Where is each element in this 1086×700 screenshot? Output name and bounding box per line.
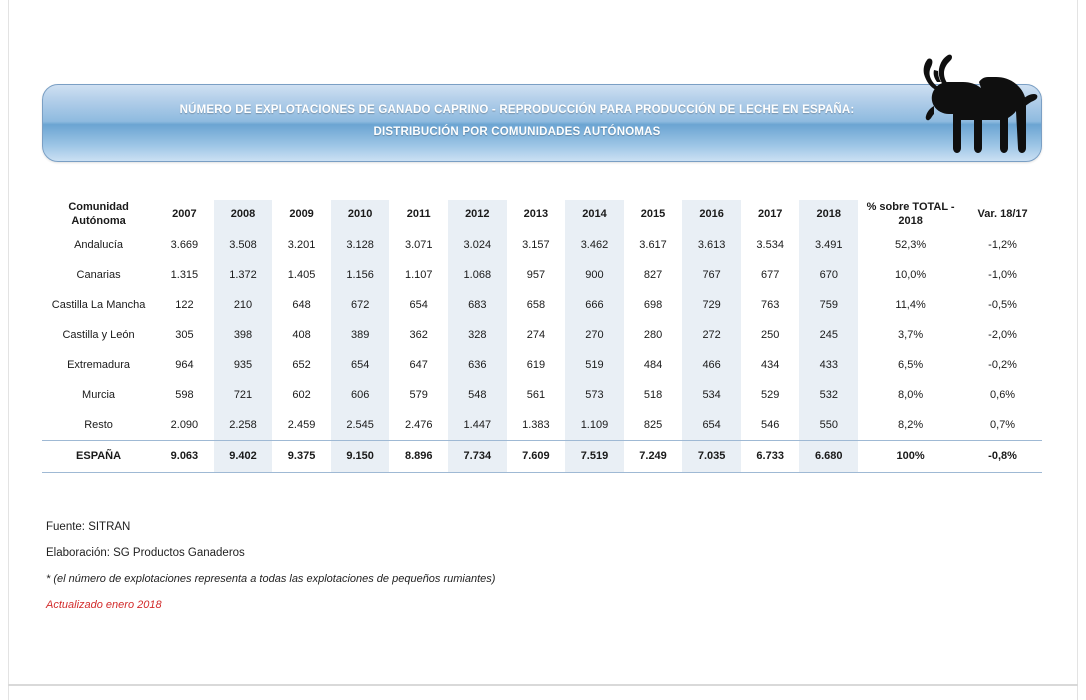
cell-espana-2010: 9.150	[331, 440, 390, 472]
cell-extremadura-2008: 935	[214, 350, 273, 380]
cell-castilla-la-mancha-2010: 672	[331, 290, 390, 320]
cell-castilla-y-leon-2016: 272	[682, 320, 741, 350]
cell-espana-2015: 7.249	[624, 440, 683, 472]
cell-andalucia-2012: 3.024	[448, 230, 507, 260]
cell-extremadura-2007: 964	[175, 359, 194, 371]
cell-resto-2013: 1.383	[522, 418, 550, 431]
cell-andalucia-2007: 3.669	[170, 239, 199, 251]
table-row	[42, 410, 1042, 440]
title-line-1: NÚMERO DE EXPLOTACIONES DE GANADO CAPRINO - REPRODUCCIÓN PARA PRODUCCIÓN DE LECHE EN ESPAÑA:	[179, 104, 855, 116]
table-header	[42, 200, 1042, 230]
row-label-castilla-y-leon: Castilla y León	[62, 329, 135, 341]
table-row	[42, 230, 1042, 260]
cell-andalucia-2013: 3.157	[522, 239, 550, 251]
caprine-holdings-table	[42, 200, 1042, 473]
cell-extremadura-2015: 484	[643, 359, 663, 371]
column-header-percent-total	[858, 200, 963, 230]
cell-murcia-2015: 518	[643, 389, 663, 401]
column-header-variation: Var. 18/17	[977, 208, 1028, 221]
cell-canarias-2018: 670	[799, 260, 858, 290]
cell-resto-2008: 2.258	[214, 410, 273, 440]
table-body	[42, 230, 1042, 472]
cell-castilla-y-leon-2009: 408	[292, 329, 311, 341]
page-left-border	[8, 0, 9, 700]
cell-extremadura-2009: 652	[292, 359, 311, 371]
cell-extremadura-2016: 466	[682, 350, 741, 380]
cell-espana-variation: -0,8%	[963, 440, 1042, 472]
cell-castilla-la-mancha-variation: -0,5%	[988, 299, 1017, 311]
cell-castilla-la-mancha-2014: 666	[565, 290, 624, 320]
cell-castilla-la-mancha-2016: 729	[682, 290, 741, 320]
cell-andalucia-percent: 52,3%	[894, 239, 927, 251]
row-label-murcia: Murcia	[82, 389, 116, 401]
column-header-2013: 2013	[523, 208, 549, 221]
cell-canarias-2009: 1.405	[287, 269, 316, 281]
cell-canarias-2008: 1.372	[214, 260, 273, 290]
row-label-espana: ESPAÑA	[42, 440, 155, 472]
cell-canarias-2012: 1.068	[448, 260, 507, 290]
cell-canarias-2016: 767	[682, 260, 741, 290]
note-source: Fuente: SITRAN	[46, 521, 131, 533]
cell-murcia-2011: 579	[409, 389, 428, 401]
cell-andalucia-2008: 3.508	[214, 230, 273, 260]
cell-murcia-2018: 532	[799, 380, 858, 410]
cell-espana-2014: 7.519	[565, 440, 624, 472]
cell-castilla-y-leon-2017: 250	[761, 329, 780, 341]
cell-resto-2012: 1.447	[448, 410, 507, 440]
cell-castilla-y-leon-2015: 280	[643, 329, 663, 341]
cell-canarias-variation: -1,0%	[988, 269, 1017, 281]
column-header-2011: 2011	[406, 208, 431, 221]
cell-canarias-2011: 1.107	[404, 269, 433, 281]
cell-andalucia-2011: 3.071	[404, 239, 433, 251]
column-header-2017: 2017	[757, 208, 783, 221]
cell-murcia-2014: 573	[565, 380, 624, 410]
cell-castilla-la-mancha-2013: 658	[526, 299, 546, 311]
cell-castilla-y-leon-2008: 398	[214, 320, 273, 350]
cell-andalucia-2018: 3.491	[799, 230, 858, 260]
cell-canarias-2010: 1.156	[331, 260, 390, 290]
footnotes	[46, 521, 846, 625]
column-header-2008: 2008	[214, 200, 273, 230]
cell-murcia-percent: 8,0%	[898, 389, 924, 401]
cell-murcia-2017: 529	[761, 389, 780, 401]
note-updated: Actualizado enero 2018	[46, 599, 162, 611]
cell-murcia-2009: 602	[292, 389, 311, 401]
column-header-2010: 2010	[331, 200, 390, 230]
cell-canarias-percent: 10,0%	[894, 269, 927, 281]
cell-murcia-2016: 534	[682, 380, 741, 410]
cell-castilla-y-leon-2018: 245	[799, 320, 858, 350]
cell-extremadura-2010: 654	[331, 350, 390, 380]
column-header-2018: 2018	[799, 200, 858, 230]
cell-andalucia-2015: 3.617	[639, 239, 667, 251]
cell-andalucia-2017: 3.534	[756, 239, 784, 251]
cell-andalucia-2010: 3.128	[331, 230, 390, 260]
column-header-2012: 2012	[448, 200, 507, 230]
cell-castilla-la-mancha-2015: 698	[643, 299, 663, 311]
cell-resto-2011: 2.476	[404, 418, 433, 431]
table-row	[42, 320, 1042, 350]
cell-andalucia-2016: 3.613	[682, 230, 741, 260]
cell-canarias-2007: 1.315	[170, 269, 199, 281]
cell-extremadura-2014: 519	[565, 350, 624, 380]
cell-resto-2018: 550	[799, 410, 858, 440]
cell-castilla-y-leon-2014: 270	[565, 320, 624, 350]
row-label-resto: Resto	[84, 418, 113, 431]
title-line-2: DISTRIBUCIÓN POR COMUNIDADES AUTÓNOMAS	[373, 125, 661, 138]
cell-espana-2018: 6.680	[799, 440, 858, 472]
title-text	[112, 100, 922, 144]
cell-espana-2007: 9.063	[155, 440, 214, 472]
cell-espana-percent: 100%	[858, 440, 963, 472]
cell-canarias-2015: 827	[643, 269, 663, 281]
cell-murcia-2007: 598	[175, 389, 194, 401]
cell-extremadura-percent: 6,5%	[898, 359, 924, 371]
table-header-row	[42, 200, 1042, 230]
column-header-2009: 2009	[289, 208, 314, 221]
cell-extremadura-2011: 647	[409, 359, 428, 371]
cell-castilla-la-mancha-2008: 210	[214, 290, 273, 320]
cell-andalucia-2014: 3.462	[565, 230, 624, 260]
column-header-region-line1: Comunidad	[68, 201, 129, 214]
cell-resto-variation: 0,7%	[990, 418, 1016, 431]
cell-castilla-la-mancha-2012: 683	[448, 290, 507, 320]
cell-castilla-y-leon-percent: 3,7%	[898, 329, 924, 341]
cell-resto-2009: 2.459	[287, 418, 316, 431]
cell-espana-2012: 7.734	[448, 440, 507, 472]
column-header-region-line2: Autónoma	[71, 215, 126, 227]
table-row	[42, 290, 1042, 320]
cell-resto-2014: 1.109	[565, 410, 624, 440]
cell-castilla-y-leon-2011: 362	[409, 329, 428, 341]
cell-castilla-la-mancha-2007: 122	[175, 299, 194, 311]
cell-espana-2016: 7.035	[682, 440, 741, 472]
cell-murcia-2008: 721	[214, 380, 273, 410]
table-total-row	[42, 440, 1042, 472]
cell-canarias-2014: 900	[565, 260, 624, 290]
cell-murcia-2010: 606	[331, 380, 390, 410]
column-header-percent-line1: % sobre TOTAL -	[866, 201, 955, 214]
column-header-2015: 2015	[640, 208, 666, 221]
cell-espana-2011: 8.896	[389, 440, 448, 472]
cell-murcia-2012: 548	[448, 380, 507, 410]
row-label-extremadura: Extremadura	[67, 359, 131, 371]
data-table-container	[42, 200, 1042, 473]
cell-canarias-2017: 677	[761, 269, 780, 281]
column-header-2016: 2016	[682, 200, 741, 230]
cell-canarias-2013: 957	[526, 269, 546, 281]
cell-castilla-y-leon-variation: -2,0%	[988, 329, 1017, 341]
cell-murcia-variation: 0,6%	[990, 389, 1016, 401]
cell-resto-2015: 825	[643, 418, 663, 431]
page-right-border	[1077, 0, 1078, 700]
table-row	[42, 380, 1042, 410]
column-header-2007: 2007	[172, 208, 197, 221]
cell-andalucia-2009: 3.201	[287, 239, 316, 251]
cell-andalucia-variation: -1,2%	[988, 239, 1017, 251]
cell-extremadura-variation: -0,2%	[988, 359, 1017, 371]
cell-castilla-y-leon-2010: 389	[331, 320, 390, 350]
row-label-andalucia: Andalucía	[74, 239, 124, 251]
row-label-castilla-la-mancha: Castilla La Mancha	[51, 299, 146, 311]
cell-castilla-la-mancha-2018: 759	[799, 290, 858, 320]
row-label-canarias: Canarias	[76, 269, 121, 281]
cell-castilla-la-mancha-2011: 654	[409, 299, 428, 311]
cell-murcia-2013: 561	[526, 389, 546, 401]
cell-extremadura-2017: 434	[761, 359, 780, 371]
cell-espana-2017: 6.733	[741, 440, 800, 472]
page-bottom-border	[8, 684, 1078, 686]
cell-espana-2008: 9.402	[214, 440, 273, 472]
cell-extremadura-2012: 636	[448, 350, 507, 380]
table-row	[42, 350, 1042, 380]
cell-extremadura-2013: 619	[526, 359, 546, 371]
cell-castilla-la-mancha-2017: 763	[761, 299, 780, 311]
cell-extremadura-2018: 433	[799, 350, 858, 380]
cell-castilla-la-mancha-2009: 648	[292, 299, 311, 311]
cell-espana-2013: 7.609	[507, 440, 566, 472]
cell-resto-2010: 2.545	[331, 410, 390, 440]
column-header-percent-line2: 2018	[898, 215, 923, 227]
cell-resto-2007: 2.090	[170, 418, 199, 431]
title-banner	[42, 84, 1042, 162]
cell-resto-percent: 8,2%	[898, 418, 924, 431]
column-header-region	[42, 200, 155, 230]
table-row	[42, 260, 1042, 290]
note-elaboration: Elaboración: SG Productos Ganaderos	[46, 547, 245, 559]
cell-resto-2017: 546	[761, 418, 780, 431]
cell-espana-2009: 9.375	[272, 440, 331, 472]
cell-castilla-y-leon-2013: 274	[526, 329, 546, 341]
column-header-2014: 2014	[565, 200, 624, 230]
cell-resto-2016: 654	[682, 410, 741, 440]
cell-castilla-la-mancha-percent: 11,4%	[895, 299, 926, 311]
note-footnote: * (el número de explotaciones representa a todas las explotaciones de pequeños rumiantes)	[46, 573, 496, 585]
cell-castilla-y-leon-2007: 305	[175, 329, 194, 341]
cell-castilla-y-leon-2012: 328	[448, 320, 507, 350]
